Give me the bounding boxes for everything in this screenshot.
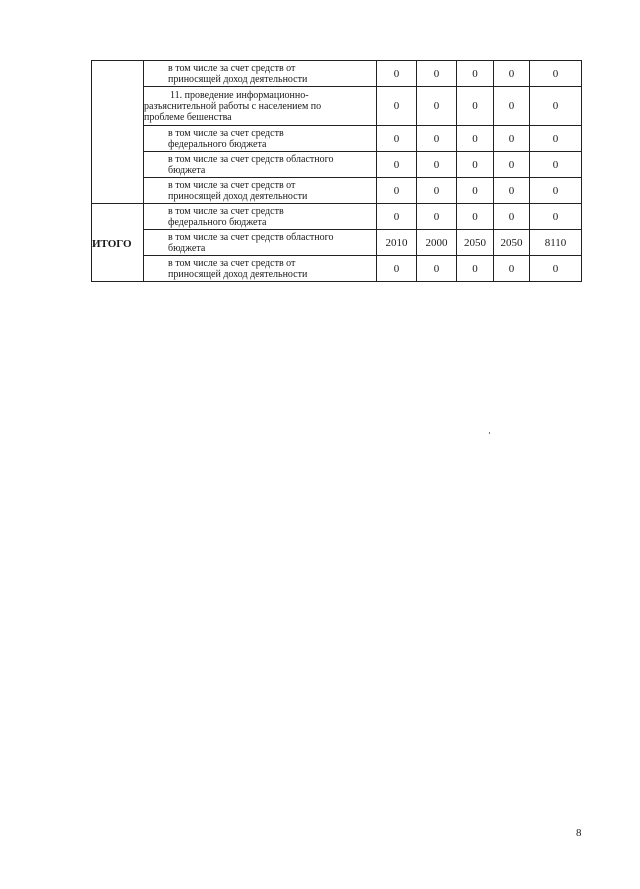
total-cell: 0 [530, 61, 582, 87]
row-description: в том числе за счет средств от приносящей доход деятельности [144, 178, 377, 204]
value-cell: 0 [494, 61, 530, 87]
value-cell: 2050 [494, 230, 530, 256]
value-cell: 2010 [377, 230, 417, 256]
value-cell: 0 [417, 61, 457, 87]
row-description: в том числе за счет средств федерального бюджета [144, 126, 377, 152]
value-cell: 0 [494, 152, 530, 178]
section-cell [92, 61, 144, 204]
value-cell: 0 [457, 204, 494, 230]
value-cell: 0 [377, 204, 417, 230]
row-description: в том числе за счет средств областного бюджета [144, 230, 377, 256]
itogo-label: ИТОГО [92, 237, 132, 250]
table-row [92, 152, 582, 178]
value-cell: 0 [377, 61, 417, 87]
table-row [92, 230, 582, 256]
value-cell: 0 [494, 87, 530, 126]
section-cell-itogo [92, 204, 144, 282]
value-cell: 2050 [457, 230, 494, 256]
total-cell: 0 [530, 178, 582, 204]
row-description: в том числе за счет средств федерального бюджета [144, 204, 377, 230]
value-cell: 0 [377, 87, 417, 126]
scan-speck [489, 432, 490, 434]
row-description: в том числе за счет средств от приносящей доход деятельности [144, 61, 377, 87]
value-cell: 0 [494, 256, 530, 282]
total-cell: 8110 [530, 230, 582, 256]
value-cell: 0 [494, 204, 530, 230]
value-cell: 0 [457, 126, 494, 152]
value-cell: 0 [417, 204, 457, 230]
value-cell: 0 [457, 61, 494, 87]
row-description: 11. проведение информационно- разъяснительной работы с населением по проблеме бешенства [144, 87, 377, 126]
value-cell: 0 [377, 126, 417, 152]
table-row [92, 256, 582, 282]
budget-table [91, 60, 582, 282]
table-row [92, 61, 582, 87]
total-cell: 0 [530, 204, 582, 230]
total-cell: 0 [530, 126, 582, 152]
total-cell: 0 [530, 256, 582, 282]
value-cell: 0 [417, 256, 457, 282]
value-cell: 0 [417, 178, 457, 204]
value-cell: 0 [417, 87, 457, 126]
value-cell: 0 [494, 126, 530, 152]
value-cell: 0 [457, 178, 494, 204]
total-cell: 0 [530, 87, 582, 126]
value-cell: 0 [417, 126, 457, 152]
value-cell: 0 [457, 87, 494, 126]
value-cell: 0 [377, 152, 417, 178]
row-description: в том числе за счет средств от приносящей доход деятельности [144, 256, 377, 282]
table-row [92, 126, 582, 152]
table-row [92, 87, 582, 126]
total-cell: 0 [530, 152, 582, 178]
page-number: 8 [576, 827, 582, 839]
table-row [92, 204, 582, 230]
value-cell: 0 [377, 178, 417, 204]
value-cell: 2000 [417, 230, 457, 256]
table-row [92, 178, 582, 204]
row-description: в том числе за счет средств областного бюджета [144, 152, 377, 178]
value-cell: 0 [457, 256, 494, 282]
value-cell: 0 [494, 178, 530, 204]
value-cell: 0 [457, 152, 494, 178]
value-cell: 0 [417, 152, 457, 178]
value-cell: 0 [377, 256, 417, 282]
